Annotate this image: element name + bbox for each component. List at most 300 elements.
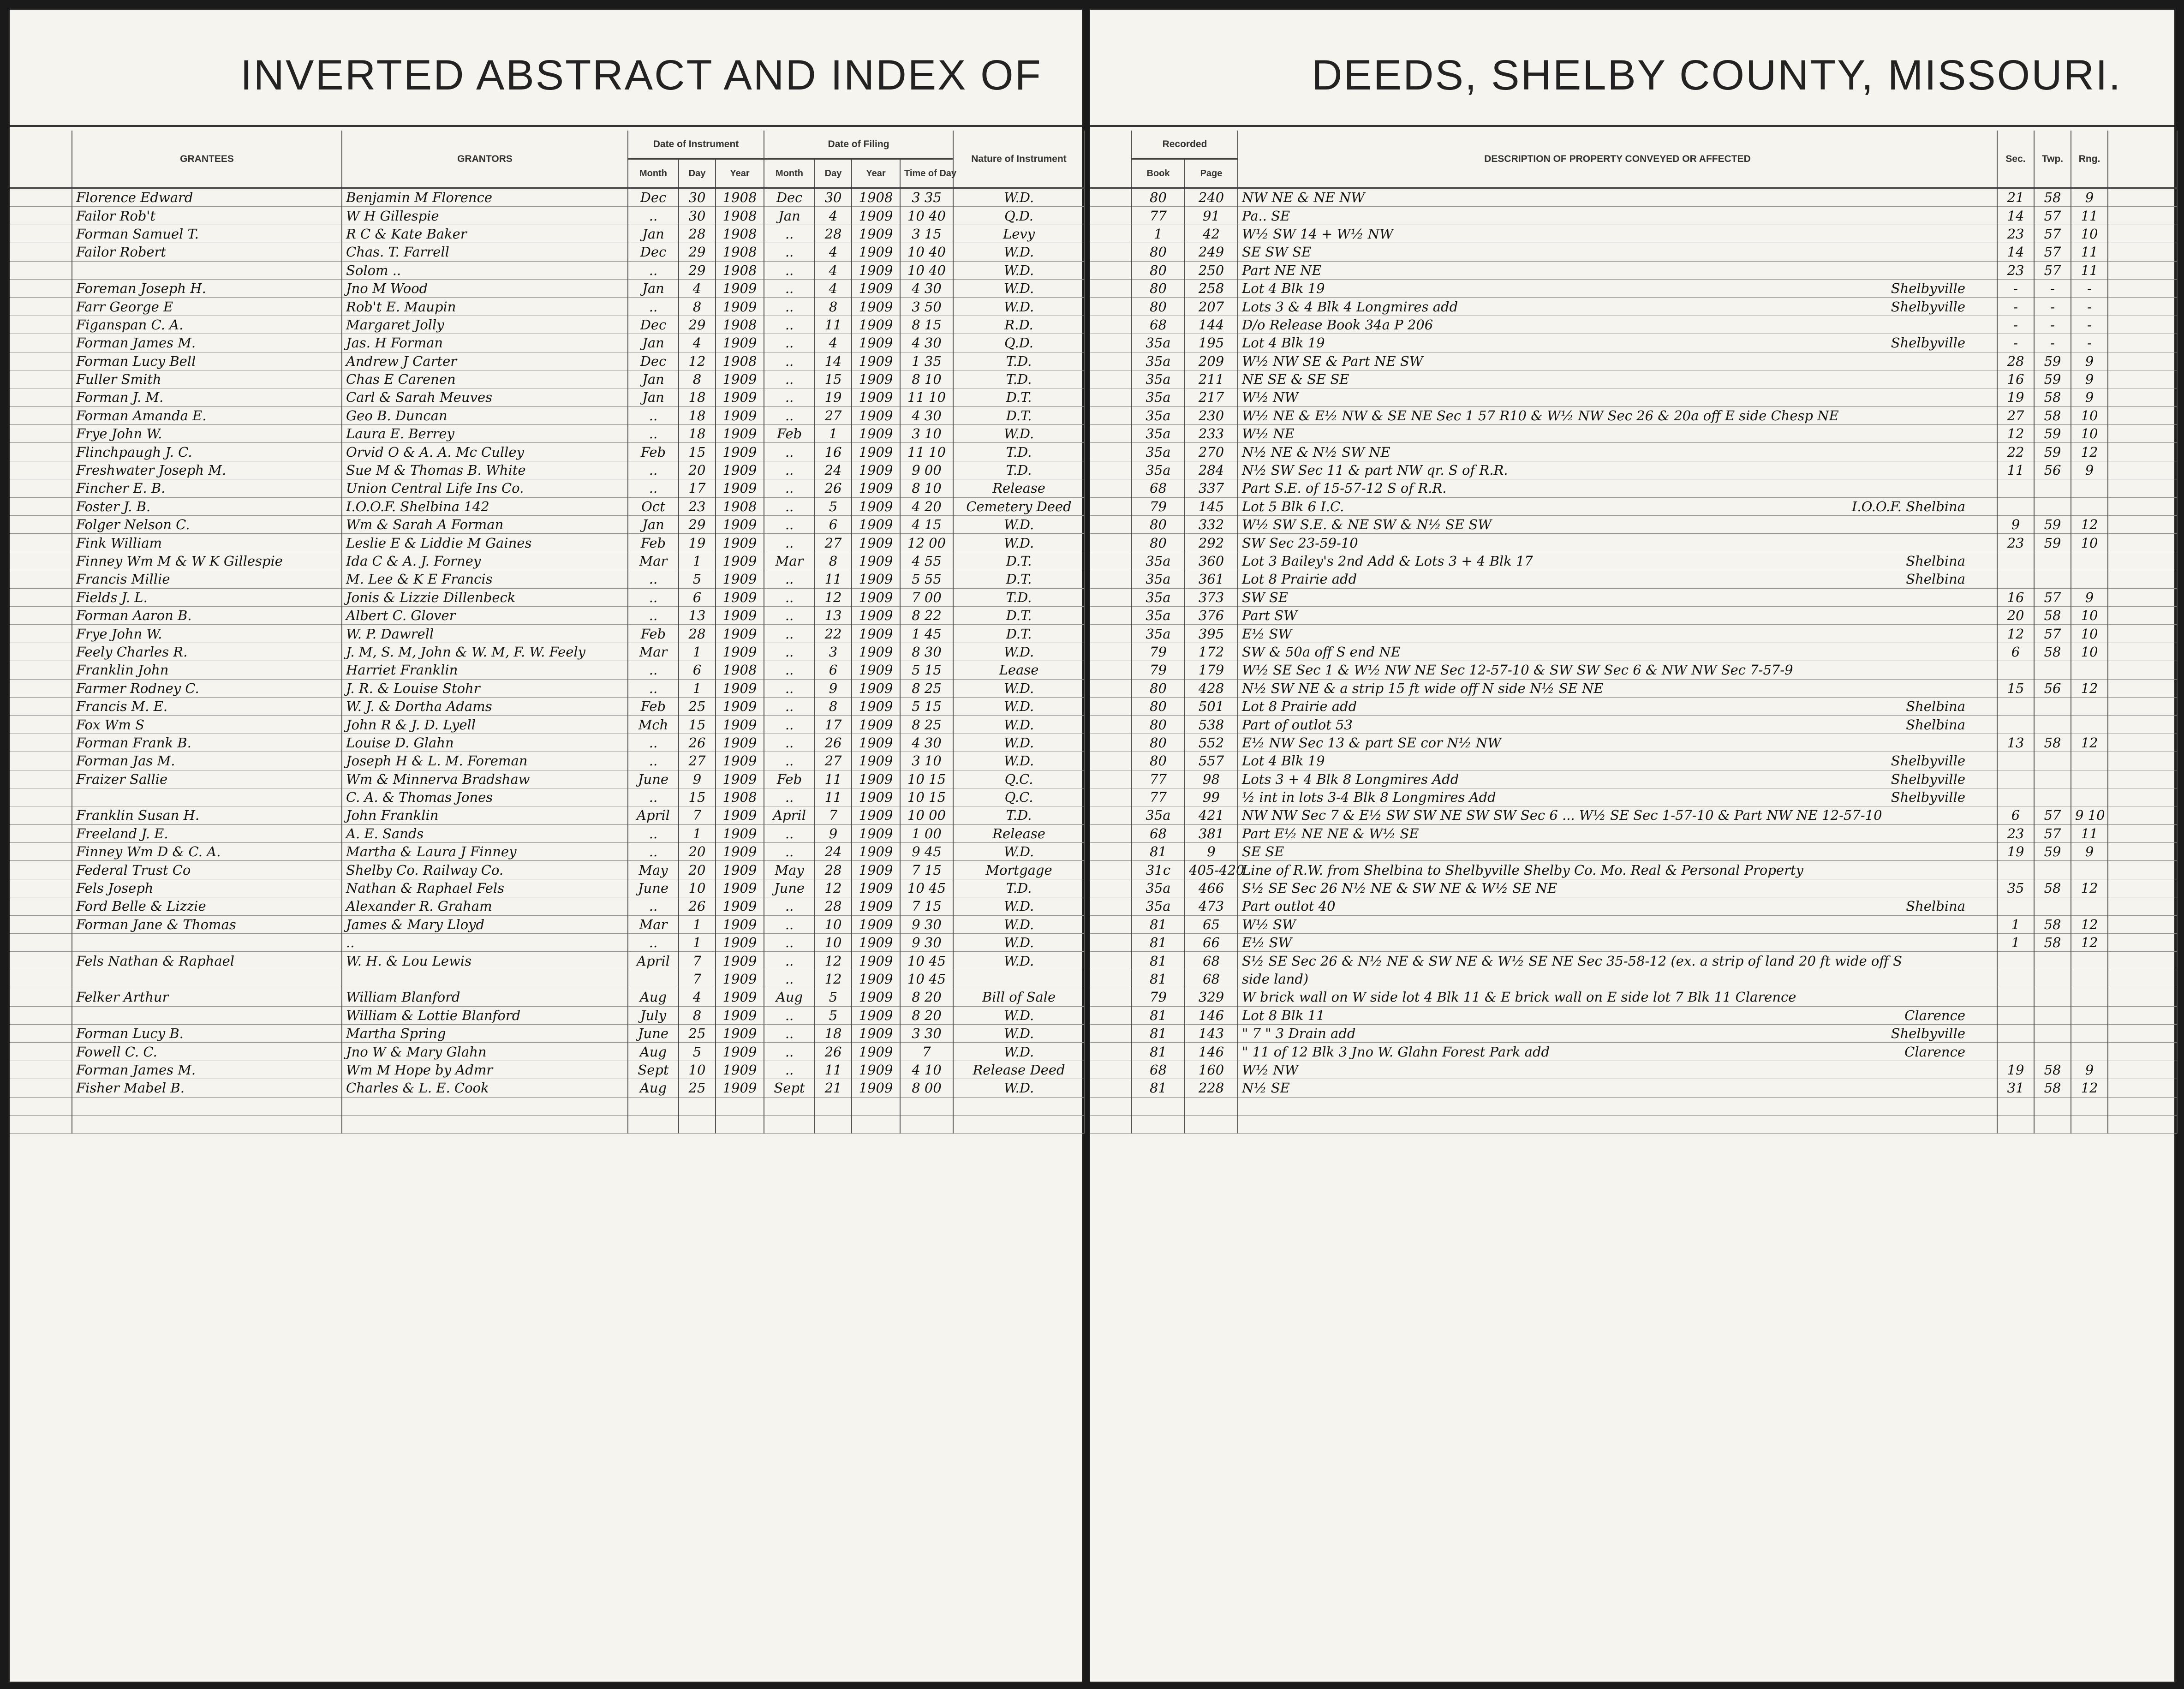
filing-day-cell: 26: [815, 479, 852, 497]
grantor-cell: Rob't E. Maupin: [342, 298, 628, 316]
instrument-month-cell: Mar: [628, 915, 679, 933]
page-cell: 361: [1185, 570, 1238, 588]
table-row: [1090, 1043, 2177, 1061]
filing-month-cell: Mar: [764, 552, 815, 570]
grantor-cell: Louise D. Glahn: [342, 734, 628, 752]
table-row: [10, 970, 1085, 988]
table-row: [1090, 988, 2177, 1006]
description-text: ½ int in lots 3-4 Blk 8 Longmires Add: [1242, 789, 1496, 806]
margin-cell: [1090, 479, 1132, 497]
grantor-cell: Martha & Laura J Finney: [342, 843, 628, 861]
filing-time-cell: 10 15: [900, 788, 953, 806]
nature-cell: Bill of Sale: [953, 988, 1085, 1006]
township-cell: 58: [2034, 734, 2071, 752]
book-cell: 35a: [1132, 897, 1185, 915]
range-cell: [2071, 497, 2108, 515]
grantor-cell: Charles & L. E. Cook: [342, 1079, 628, 1097]
nature-cell: W.D.: [953, 534, 1085, 552]
table-row: [10, 406, 1085, 424]
grantor-cell: C. A. & Thomas Jones: [342, 788, 628, 806]
page-cell: 466: [1185, 879, 1238, 897]
margin-cell: [2108, 334, 2177, 352]
book-cell: 81: [1132, 934, 1185, 952]
margin-cell: [1090, 879, 1132, 897]
township-cell: 57: [2034, 588, 2071, 606]
nature-cell: W.D.: [953, 1043, 1085, 1061]
grantee-cell: Forman Amanda E.: [72, 406, 342, 424]
instrument-month-header: Month: [628, 159, 679, 188]
margin-cell: [1090, 806, 1132, 824]
instrument-year-cell: 1909: [716, 697, 764, 715]
filing-year-cell: 1909: [852, 734, 900, 752]
town-name: Shelbina: [1906, 698, 1966, 715]
instrument-day-cell: 6: [679, 661, 716, 679]
town-name: Clarence: [1904, 1007, 1966, 1023]
table-row: [10, 1024, 1085, 1042]
section-cell: [1997, 897, 2034, 915]
section-cell: 15: [1997, 679, 2034, 697]
filing-day-cell: 11: [815, 1061, 852, 1079]
description-text: W brick wall on W side lot 4 Blk 11 & E brick wall on E side lot 7 Blk 11 Clarence: [1242, 989, 1796, 1005]
margin-cell: [1090, 552, 1132, 570]
filing-year-cell: 1909: [852, 1024, 900, 1042]
page-cell: 292: [1185, 534, 1238, 552]
filing-day-cell: 8: [815, 697, 852, 715]
book-cell: 81: [1132, 1043, 1185, 1061]
grantor-cell: Union Central Life Ins Co.: [342, 479, 628, 497]
margin-cell: [1090, 370, 1132, 388]
range-cell: [2071, 661, 2108, 679]
table-row: [10, 843, 1085, 861]
description-cell: [1238, 1115, 1997, 1133]
margin-cell: [2108, 1024, 2177, 1042]
margin-cell: [1090, 406, 1132, 424]
filing-day-cell: 27: [815, 534, 852, 552]
table-row: [1090, 497, 2177, 515]
township-cell: 58: [2034, 915, 2071, 933]
margin-cell: [10, 516, 72, 534]
township-cell: 59: [2034, 534, 2071, 552]
description-cell: [1238, 534, 1997, 552]
table-row: [10, 643, 1085, 661]
filing-year-cell: 1909: [852, 370, 900, 388]
nature-cell: W.D.: [953, 298, 1085, 316]
margin-cell: [10, 479, 72, 497]
grantor-cell: Albert C. Glover: [342, 606, 628, 624]
instrument-month-cell: ..: [628, 406, 679, 424]
filing-year-cell: 1909: [852, 1043, 900, 1061]
book-cell: 80: [1132, 188, 1185, 207]
description-cell: [1238, 443, 1997, 461]
range-cell: [2071, 552, 2108, 570]
margin-cell: [1090, 697, 1132, 715]
filing-month-cell: ..: [764, 279, 815, 297]
nature-cell: W.D.: [953, 188, 1085, 207]
filing-time-cell: 8 30: [900, 643, 953, 661]
margin-header: [1090, 131, 1132, 188]
township-cell: 56: [2034, 679, 2071, 697]
instrument-year-cell: 1908: [716, 225, 764, 243]
town-name: Clarence: [1904, 1044, 1966, 1060]
margin-cell: [1090, 1079, 1132, 1097]
table-row: [10, 225, 1085, 243]
description-cell: [1238, 1006, 1997, 1024]
instrument-month-cell: Feb: [628, 443, 679, 461]
instrument-day-cell: 19: [679, 534, 716, 552]
table-row: [10, 806, 1085, 824]
book-cell: 31c: [1132, 861, 1185, 879]
description-cell: [1238, 352, 1997, 370]
description-text: W½ NW: [1242, 1062, 1299, 1078]
description-cell: [1238, 1043, 1997, 1061]
instrument-year-cell: 1909: [716, 588, 764, 606]
instrument-year-cell: 1909: [716, 552, 764, 570]
page-cell: 395: [1185, 625, 1238, 643]
rng-header: Rng.: [2071, 131, 2108, 188]
margin-cell: [10, 406, 72, 424]
grantee-cell: Flinchpaugh J. C.: [72, 443, 342, 461]
instrument-year-cell: 1909: [716, 734, 764, 752]
margin-cell: [2108, 734, 2177, 752]
section-cell: 13: [1997, 734, 2034, 752]
margin-cell: [10, 661, 72, 679]
margin-cell: [1090, 915, 1132, 933]
filing-time-cell: 10 40: [900, 207, 953, 225]
nature-cell: Q.C.: [953, 770, 1085, 788]
grantor-cell: Andrew J Carter: [342, 352, 628, 370]
grantor-cell: J. R. & Louise Stohr: [342, 679, 628, 697]
range-cell: [2071, 1024, 2108, 1042]
instrument-year-cell: 1908: [716, 788, 764, 806]
margin-cell: [2108, 606, 2177, 624]
page-cell: 421: [1185, 806, 1238, 824]
range-cell: 11: [2071, 243, 2108, 261]
margin-cell: [1090, 661, 1132, 679]
book-cell: 68: [1132, 316, 1185, 334]
filing-year-cell: 1909: [852, 425, 900, 443]
page-cell: 332: [1185, 516, 1238, 534]
township-cell: [2034, 552, 2071, 570]
filing-year-cell: 1909: [852, 716, 900, 734]
instrument-day-cell: 25: [679, 1079, 716, 1097]
table-row: [10, 425, 1085, 443]
twp-header: Twp.: [2034, 131, 2071, 188]
book-cell: 80: [1132, 679, 1185, 697]
margin-cell: [10, 788, 72, 806]
instrument-year-cell: 1909: [716, 625, 764, 643]
filing-day-cell: 4: [815, 207, 852, 225]
book-cell: [1132, 1097, 1185, 1115]
margin-header: [10, 131, 72, 188]
margin-cell: [2108, 479, 2177, 497]
filing-year-cell: 1909: [852, 352, 900, 370]
instrument-day-cell: 23: [679, 497, 716, 515]
page-cell: 538: [1185, 716, 1238, 734]
filing-time-cell: 11 10: [900, 388, 953, 406]
margin-cell: [1090, 1097, 1132, 1115]
range-cell: 11: [2071, 824, 2108, 842]
margin-cell: [2108, 879, 2177, 897]
table-row: [1090, 279, 2177, 297]
description-cell: [1238, 552, 1997, 570]
table-row: [1090, 1006, 2177, 1024]
filing-day-cell: 4: [815, 334, 852, 352]
margin-cell: [1090, 261, 1132, 279]
margin-cell: [1090, 625, 1132, 643]
filing-year-cell: 1909: [852, 225, 900, 243]
filing-year-cell: 1909: [852, 915, 900, 933]
township-cell: [2034, 1006, 2071, 1024]
township-cell: -: [2034, 279, 2071, 297]
filing-year-cell: 1909: [852, 679, 900, 697]
grantor-cell: A. E. Sands: [342, 824, 628, 842]
margin-cell: [2108, 406, 2177, 424]
instrument-day-cell: 15: [679, 443, 716, 461]
filing-month-header: Month: [764, 159, 815, 188]
book-cell: 68: [1132, 479, 1185, 497]
grantor-cell: R C & Kate Baker: [342, 225, 628, 243]
instrument-year-cell: 1909: [716, 570, 764, 588]
range-cell: 9: [2071, 843, 2108, 861]
table-row: [10, 298, 1085, 316]
description-text: SE SW SE: [1242, 244, 1312, 260]
range-cell: [2071, 861, 2108, 879]
filing-day-cell: 5: [815, 988, 852, 1006]
filing-day-cell: 28: [815, 861, 852, 879]
section-cell: 35: [1997, 879, 2034, 897]
filing-year-cell: 1909: [852, 443, 900, 461]
page-cell: 337: [1185, 479, 1238, 497]
book-cell: 1: [1132, 225, 1185, 243]
table-row: [1090, 679, 2177, 697]
instrument-day-cell: 6: [679, 588, 716, 606]
filing-time-cell: 4 15: [900, 516, 953, 534]
instrument-month-cell: Dec: [628, 243, 679, 261]
book-cell: 35a: [1132, 406, 1185, 424]
grantee-cell: Foster J. B.: [72, 497, 342, 515]
instrument-month-cell: Mar: [628, 643, 679, 661]
grantee-cell: [72, 970, 342, 988]
filing-time-cell: 1 00: [900, 824, 953, 842]
township-cell: 58: [2034, 1079, 2071, 1097]
filing-time-cell: 3 10: [900, 425, 953, 443]
range-cell: 12: [2071, 934, 2108, 952]
grantor-cell: W. J. & Dortha Adams: [342, 697, 628, 715]
filing-year-cell: 1909: [852, 243, 900, 261]
instrument-year-cell: 1909: [716, 479, 764, 497]
instrument-month-cell: June: [628, 770, 679, 788]
section-cell: 27: [1997, 406, 2034, 424]
range-cell: -: [2071, 316, 2108, 334]
grantor-cell: Jno W & Mary Glahn: [342, 1043, 628, 1061]
instrument-day-cell: 7: [679, 806, 716, 824]
description-text: E½ NW Sec 13 & part SE cor N½ NW: [1242, 734, 1502, 751]
filing-month-cell: [764, 1097, 815, 1115]
nature-cell: W.D.: [953, 261, 1085, 279]
filing-time-cell: 5 55: [900, 570, 953, 588]
grantor-cell: William & Lottie Blanford: [342, 1006, 628, 1024]
page-cell: 381: [1185, 824, 1238, 842]
grantee-cell: [72, 934, 342, 952]
margin-cell: [2108, 716, 2177, 734]
filing-day-cell: 24: [815, 843, 852, 861]
instrument-year-cell: 1909: [716, 606, 764, 624]
book-cell: 80: [1132, 697, 1185, 715]
filing-time-cell: 10 45: [900, 952, 953, 970]
grantor-cell: J. M, S. M, John & W. M, F. W. Feely: [342, 643, 628, 661]
nature-cell: D.T.: [953, 606, 1085, 624]
range-cell: [2071, 1006, 2108, 1024]
description-cell: [1238, 952, 1997, 970]
instrument-day-cell: 5: [679, 1043, 716, 1061]
margin-cell: [2108, 188, 2177, 207]
nature-cell: [953, 970, 1085, 988]
table-row: [10, 752, 1085, 770]
filing-year-cell: 1909: [852, 697, 900, 715]
margin-cell: [10, 879, 72, 897]
section-cell: [1997, 988, 2034, 1006]
margin-cell: [2108, 1115, 2177, 1133]
filing-day-cell: 22: [815, 625, 852, 643]
instrument-year-cell: 1909: [716, 1006, 764, 1024]
table-row: [1090, 443, 2177, 461]
filing-year-cell: 1909: [852, 934, 900, 952]
description-cell: [1238, 788, 1997, 806]
grantee-cell: Fels Joseph: [72, 879, 342, 897]
section-cell: 22: [1997, 443, 2034, 461]
margin-cell: [2108, 843, 2177, 861]
margin-cell: [2108, 243, 2177, 261]
range-cell: 12: [2071, 679, 2108, 697]
township-cell: 59: [2034, 843, 2071, 861]
table-row: [10, 988, 1085, 1006]
nature-cell: W.D.: [953, 643, 1085, 661]
instrument-day-cell: 9: [679, 770, 716, 788]
nature-cell: Mortgage: [953, 861, 1085, 879]
township-cell: 58: [2034, 188, 2071, 207]
filing-time-cell: 9 00: [900, 461, 953, 479]
table-row: [1090, 243, 2177, 261]
table-row: [10, 1006, 1085, 1024]
filing-day-cell: 27: [815, 406, 852, 424]
filing-month-cell: ..: [764, 788, 815, 806]
description-cell: [1238, 370, 1997, 388]
margin-cell: [10, 1043, 72, 1061]
instrument-day-cell: 17: [679, 479, 716, 497]
book-cell: 80: [1132, 243, 1185, 261]
filing-day-cell: 17: [815, 716, 852, 734]
table-row: [10, 770, 1085, 788]
township-cell: 59: [2034, 370, 2071, 388]
grantee-cell: Fuller Smith: [72, 370, 342, 388]
margin-cell: [2108, 516, 2177, 534]
table-row: [1090, 843, 2177, 861]
filing-month-cell: ..: [764, 443, 815, 461]
grantee-cell: Fink William: [72, 534, 342, 552]
instrument-year-header: Year: [716, 159, 764, 188]
filing-month-cell: ..: [764, 752, 815, 770]
filing-time-cell: 8 10: [900, 370, 953, 388]
margin-cell: [1090, 934, 1132, 952]
book-cell: 68: [1132, 824, 1185, 842]
filing-day-cell: 30: [815, 188, 852, 207]
filing-year-cell: 1909: [852, 988, 900, 1006]
section-cell: [1997, 497, 2034, 515]
range-cell: [2071, 716, 2108, 734]
margin-cell: [10, 316, 72, 334]
filing-day-cell: 10: [815, 934, 852, 952]
page-cell: 211: [1185, 370, 1238, 388]
filing-year-cell: 1909: [852, 334, 900, 352]
instrument-day-cell: 1: [679, 824, 716, 842]
table-row: [1090, 552, 2177, 570]
filing-year-cell: 1909: [852, 661, 900, 679]
instrument-day-header: Day: [679, 159, 716, 188]
page-cell: 501: [1185, 697, 1238, 715]
description-text: Pa.. SE: [1242, 208, 1290, 224]
margin-cell: [1090, 952, 1132, 970]
filing-time-cell: 4 30: [900, 279, 953, 297]
filing-month-cell: ..: [764, 843, 815, 861]
book-header: Book: [1132, 159, 1185, 188]
description-cell: [1238, 1079, 1997, 1097]
grantee-cell: Frye John W.: [72, 625, 342, 643]
instrument-year-cell: 1909: [716, 461, 764, 479]
grantee-cell: Franklin Susan H.: [72, 806, 342, 824]
book-cell: 35a: [1132, 806, 1185, 824]
description-cell: [1238, 970, 1997, 988]
recorded-header: Recorded: [1132, 131, 1238, 159]
filing-year-cell: 1909: [852, 516, 900, 534]
margin-cell: [10, 915, 72, 933]
township-cell: [2034, 770, 2071, 788]
grantor-cell: Harriet Franklin: [342, 661, 628, 679]
description-text: Part NE NE: [1242, 262, 1322, 278]
table-row: [10, 461, 1085, 479]
table-row: [1090, 534, 2177, 552]
book-cell: 80: [1132, 516, 1185, 534]
instrument-year-cell: 1908: [716, 207, 764, 225]
filing-month-cell: ..: [764, 588, 815, 606]
filing-year-cell: 1909: [852, 406, 900, 424]
instrument-day-cell: 18: [679, 406, 716, 424]
description-cell: [1238, 697, 1997, 715]
filing-month-cell: ..: [764, 534, 815, 552]
margin-cell: [1090, 843, 1132, 861]
instrument-day-cell: 20: [679, 861, 716, 879]
filing-day-cell: 9: [815, 679, 852, 697]
page-cell: 91: [1185, 207, 1238, 225]
section-cell: [1997, 716, 2034, 734]
township-cell: 59: [2034, 425, 2071, 443]
description-text: NW NE & NE NW: [1242, 190, 1365, 206]
township-cell: 57: [2034, 261, 2071, 279]
instrument-day-cell: 8: [679, 298, 716, 316]
range-cell: 10: [2071, 625, 2108, 643]
book-cell: 35a: [1132, 370, 1185, 388]
page-cell: 552: [1185, 734, 1238, 752]
filing-year-cell: 1909: [852, 1006, 900, 1024]
filing-year-cell: 1909: [852, 570, 900, 588]
range-cell: 12: [2071, 443, 2108, 461]
table-row: [1090, 388, 2177, 406]
table-row: [10, 370, 1085, 388]
table-row: [1090, 425, 2177, 443]
book-cell: 80: [1132, 298, 1185, 316]
description-text: Part outlot 40: [1242, 898, 1336, 914]
range-cell: [2071, 897, 2108, 915]
grantees-header: GRANTEES: [72, 131, 342, 188]
